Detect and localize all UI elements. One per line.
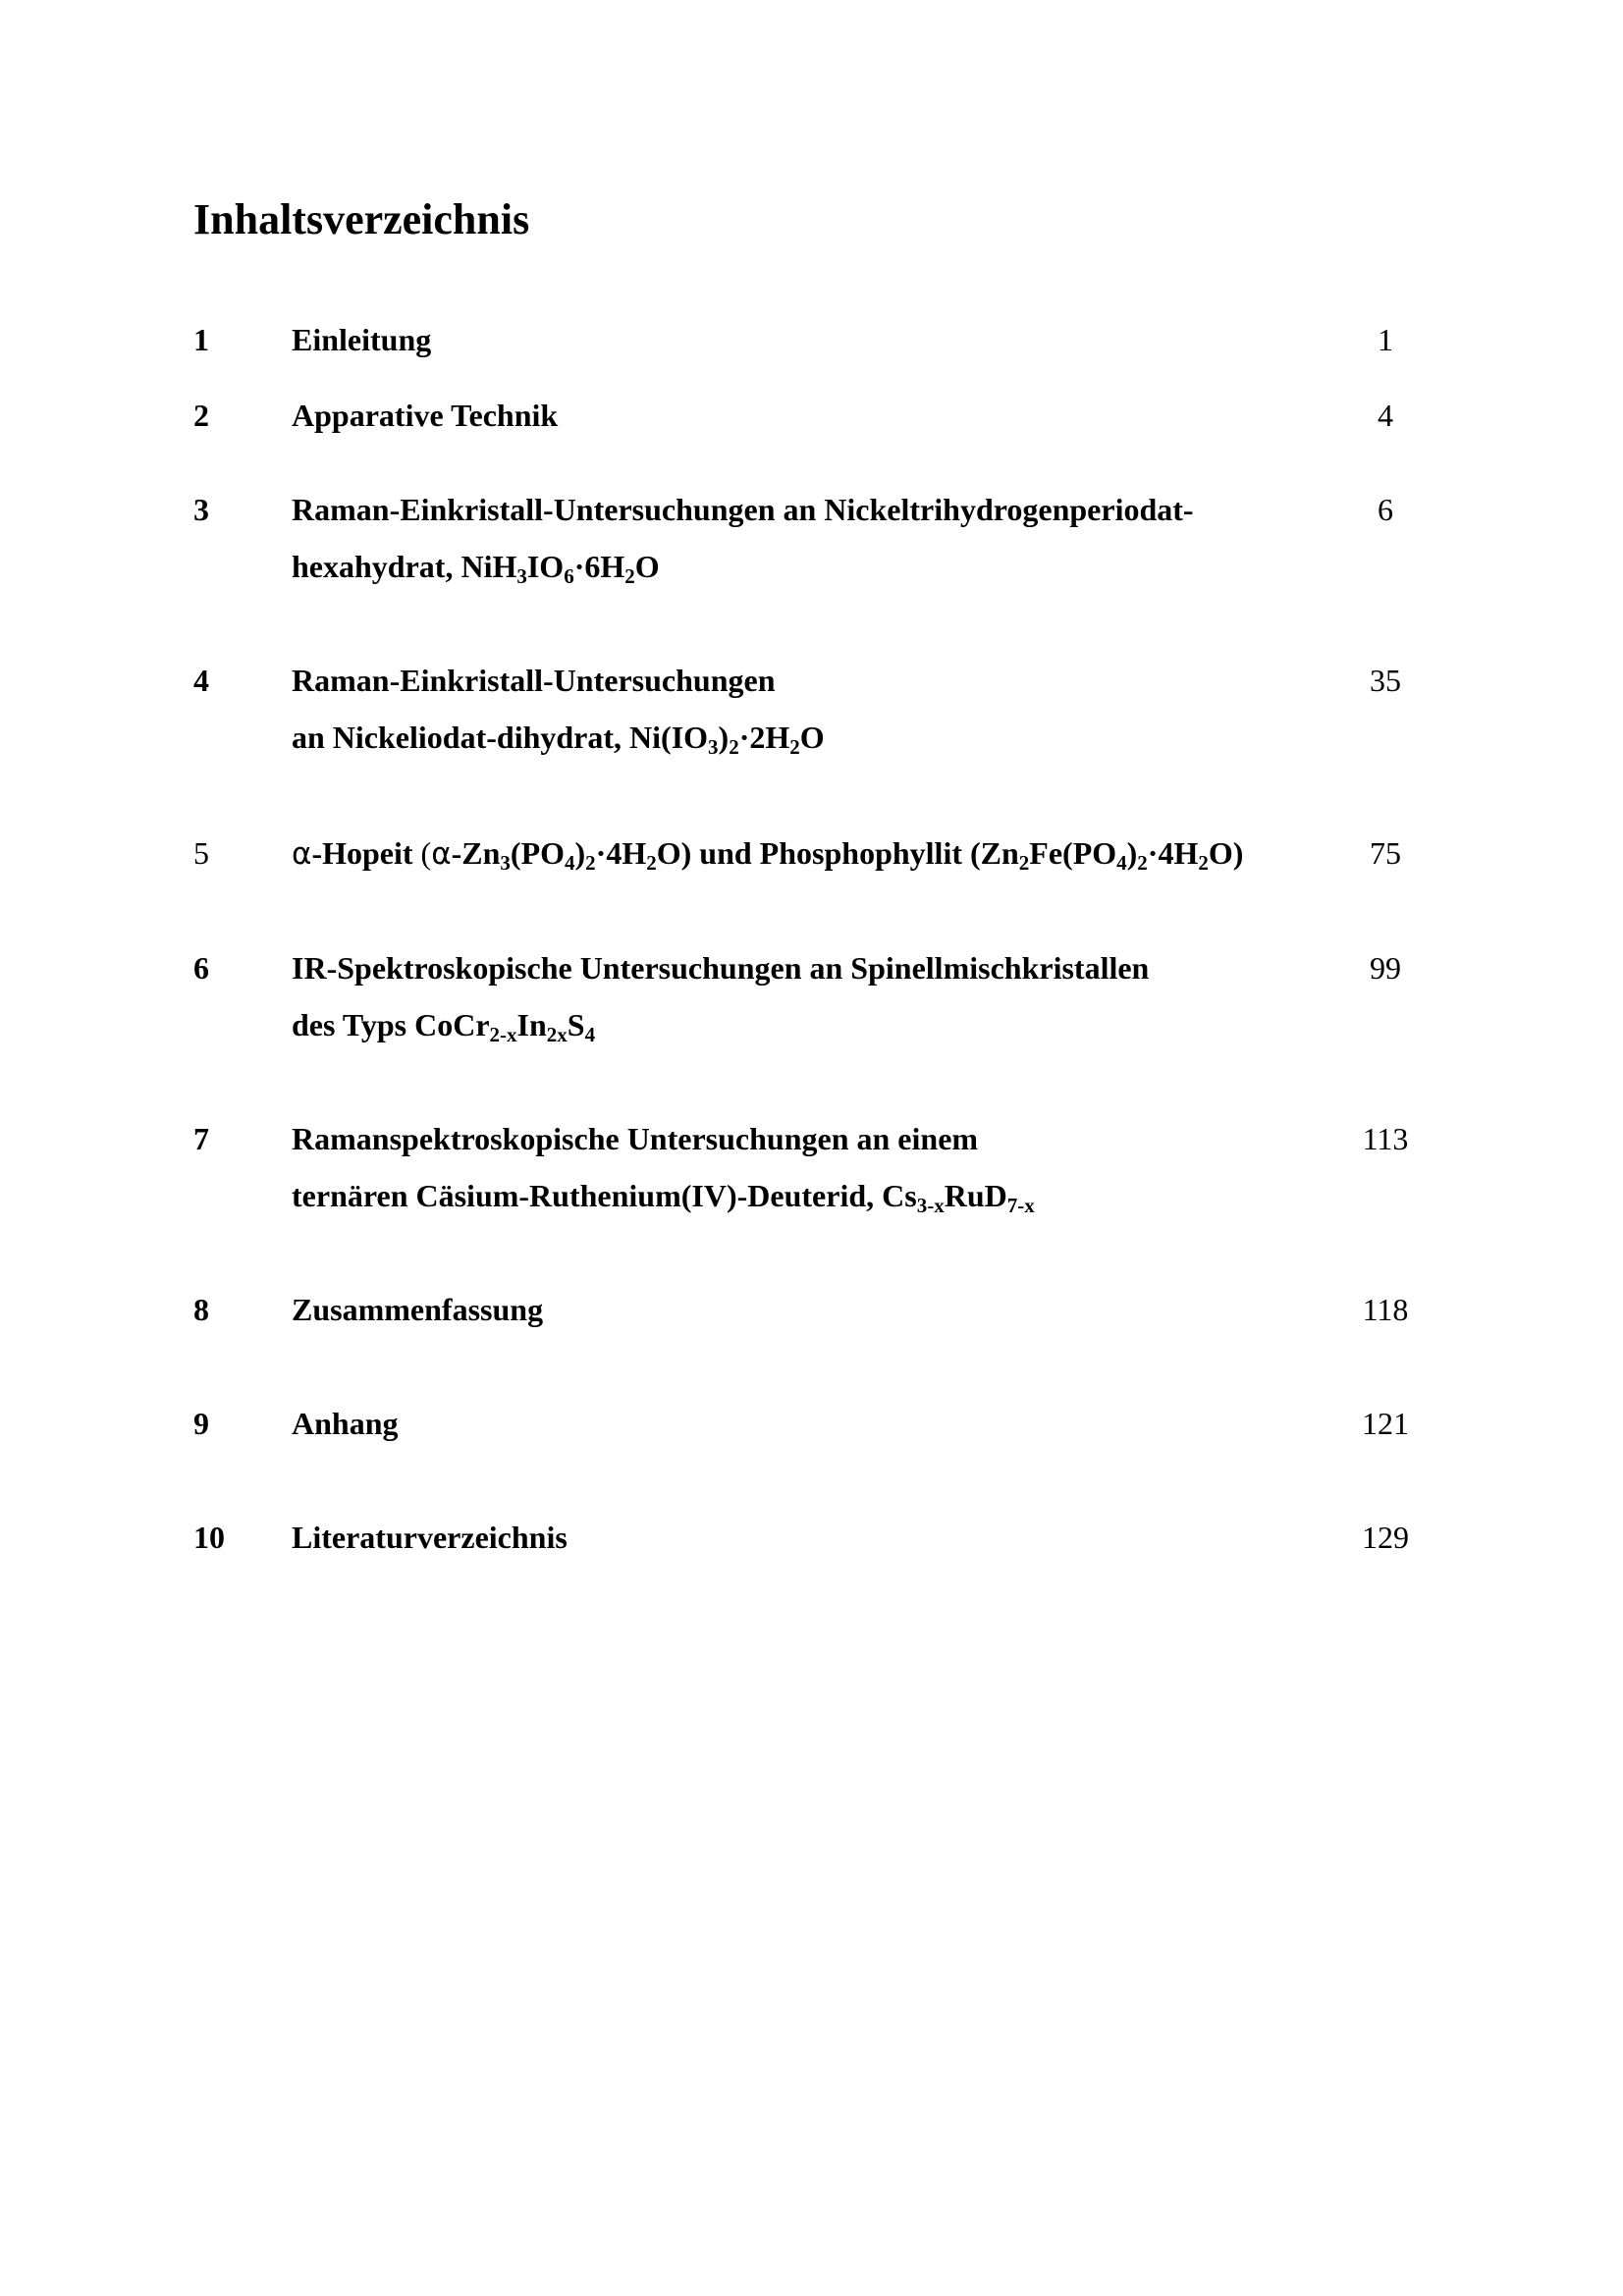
toc-entry-number: 8 (193, 1292, 209, 1327)
toc-entry-6[interactable] (0, 948, 1623, 1066)
toc-entry-number: 10 (193, 1520, 225, 1555)
toc-entry-title-line: Raman-Einkristall-Untersuchungen (292, 663, 776, 698)
toc-entry-9[interactable] (0, 1404, 1623, 1522)
page-title: Inhaltsverzeichnis (193, 195, 530, 243)
toc-entry-title (292, 1518, 1323, 1557)
toc-entry-title-line: Zusammenfassung (292, 1292, 544, 1327)
toc-entry-page: 4 (1378, 398, 1393, 433)
toc-entry-7[interactable] (0, 1119, 1623, 1237)
toc-entry-title (292, 1290, 1323, 1329)
toc-entry-number: 3 (193, 492, 209, 527)
toc-entry-page: 1 (1378, 322, 1393, 357)
toc-entry-title-line: Literaturverzeichnis (292, 1520, 568, 1555)
toc-entry-8[interactable] (0, 1290, 1623, 1408)
toc-entry-title-line: α-Hopeit $(\alpha-Zn_3(PO_4)_2\cdot 4H_2O)$ und Phosphophyllit $(Zn_2Fe(PO_4)_2\cdot 4H_2O)$ (292, 835, 1244, 875)
toc-entry-page: 129 (1362, 1520, 1409, 1555)
toc-entry-title-line: Ramanspektroskopische Untersuchungen an einem (292, 1121, 979, 1156)
toc-entry-page: 35 (1370, 663, 1401, 698)
toc-entry-page: 113 (1362, 1121, 1409, 1156)
toc-entry-title-line: Raman-Einkristall-Untersuchungen an Nickeltrihydrogenperiodat- (292, 492, 1194, 527)
toc-entry-title (292, 320, 1323, 359)
toc-entry-page: 75 (1370, 835, 1401, 871)
toc-entry-page: 118 (1362, 1292, 1409, 1327)
toc-entry-title (292, 948, 1323, 1044)
toc-entry-title (292, 490, 1323, 586)
toc-entry-page: 6 (1378, 492, 1393, 527)
toc-entry-number: 2 (193, 398, 209, 433)
toc-entry-title-line: ternären Cäsium-Ruthenium(IV)-Deuterid, $Cs_{3-x}RuD_{7-x}$ (292, 1178, 1035, 1217)
toc-entry-number: 7 (193, 1121, 209, 1156)
toc-entry-title-line: Einleitung (292, 322, 432, 357)
toc-entry-title (292, 1119, 1323, 1215)
toc-entry-title (292, 661, 1323, 757)
toc-entry-number: 6 (193, 950, 209, 986)
toc-entry-title-line: Anhang (292, 1406, 399, 1441)
toc-entry-title-line: des Typs $CoCr_{2-x}In_{2x}S_4$ (292, 1007, 596, 1046)
toc-entry-number: 9 (193, 1406, 209, 1441)
toc-entry-3[interactable] (0, 490, 1623, 608)
toc-entry-title-line: an Nickeliodat-dihydrat, $Ni(IO_3)_2\cdot 2H_2O$ (292, 720, 825, 759)
toc-entry-title-line: hexahydrat, $NiH_3IO_6\cdot 6H_2O$ (292, 549, 660, 588)
toc-entry-10[interactable] (0, 1518, 1623, 1635)
toc-entry-4[interactable] (0, 661, 1623, 778)
toc-entry-page: 99 (1370, 950, 1401, 986)
toc-entry-number: 1 (193, 322, 209, 357)
toc-entry-5[interactable] (0, 833, 1623, 951)
toc-entry-number: 5 (193, 835, 209, 871)
toc-entry-title (292, 396, 1323, 435)
toc-entry-title (292, 833, 1323, 873)
toc-entry-title (292, 1404, 1323, 1443)
toc-entry-page: 121 (1362, 1406, 1409, 1441)
toc-entry-number: 4 (193, 663, 209, 698)
toc-entry-title-line: IR-Spektroskopische Untersuchungen an Spinellmischkristallen (292, 950, 1150, 986)
toc-entry-title-line: Apparative Technik (292, 398, 559, 433)
